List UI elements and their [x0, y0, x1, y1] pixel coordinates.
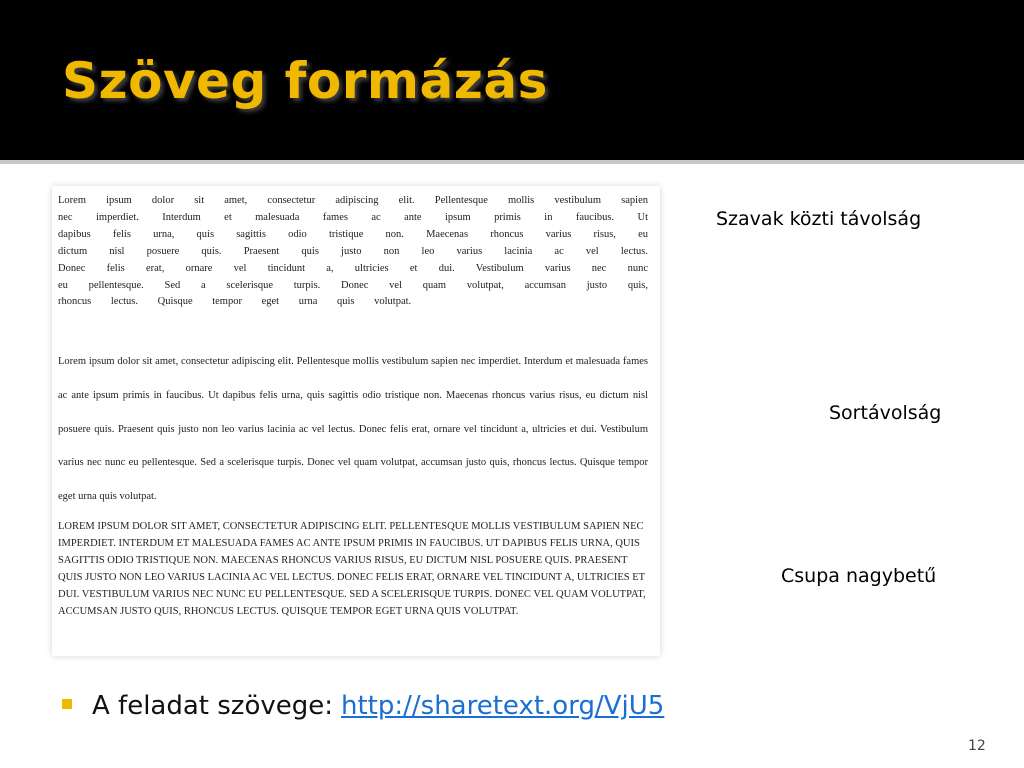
- uppercase-paragraph: LOREM IPSUM DOLOR SIT AMET, CONSECTETUR ADIPISCING ELIT. PELLENTESQUE MOLLIS VESTIBULUM SAPIEN NEC IMPERDIET. INTERDUM ET MALESUADA FAMES AC ANTE IPSUM PRIMIS IN FAUCIBUS. UT DAPIBUS FELIS URNA, QUIS SAGITTIS ODIO TRISTIQUE NON. MAECENAS RHONCUS VARIUS RISUS, EU DICTUM NISL POSUERE QUIS. PRAESENT QUIS JUSTO NON LEO VARIUS LACINIA AC VEL LECTUS. DONEC FELIS ERAT, ORNARE VEL TINCIDUNT A, ULTRICIES ET DUI. VESTIBULUM VARIUS NEC NUNC EU PELLENTESQUE. SED A SCELERISQUE TURPIS. DONEC VEL QUAM VOLUTPAT, ACCUMSAN JUSTO QUIS, RHONCUS LECTUS. QUISQUE TEMPOR EGET URNA QUIS VOLUTPAT.: [58, 521, 646, 617]
- slide-title: Szöveg formázás: [62, 52, 548, 110]
- task-text: A feladat szövege:: [92, 691, 333, 721]
- line-spacing-label: Sortávolság: [829, 402, 942, 424]
- page-number: 12: [968, 738, 986, 754]
- task-bullet: [62, 688, 664, 724]
- task-link[interactable]: http://sharetext.org/VjU5: [341, 691, 665, 721]
- uppercase-label: Csupa nagybetű: [781, 565, 937, 587]
- formatting-sample-image: [52, 186, 660, 656]
- line-spacing-paragraph: Lorem ipsum dolor sit amet, consectetur adipiscing elit. Pellentesque mollis vestibulum sapien nec imperdiet. Interdum et malesuada fames ac ante ipsum primis in faucibus. Ut dapibus felis urna, quis sagittis odio tristique non. Maecenas rhoncus varius risus, eu dictum nisl posuere quis. Praesent quis justo non leo varius lacinia ac vel lectus. Donec felis erat, ornare vel tincidunt a, ultricies et dui. Vestibulum varius nec nunc eu pellentesque. Sed a scelerisque turpis. Donec vel quam volutpat, accumsan justo quis, rhoncus lectus. Quisque tempor eget urna quis volutpat.: [58, 356, 648, 503]
- title-divider: [0, 160, 1024, 164]
- word-spacing-paragraph: Lorem ipsum dolor sit amet, consectetur adipiscing elit. Pellentesque mollis vestibulum sapien nec imperdiet. Interdum et malesuada fames ac ante ipsum primis in faucibus. Ut dapibus felis urna, quis sagittis odio tristique non. Maecenas rhoncus varius risus, eu dictum nisl posuere quis. Praesent quis justo non leo varius lacinia ac vel lectus. Donec felis erat, ornare vel tincidunt a, ultricies et dui. Vestibulum varius nec nunc eu pellentesque. Sed a scelerisque turpis. Donec vel quam volutpat, accumsan justo quis, rhoncus lectus. Quisque tempor eget urna quis volutpat.: [58, 195, 648, 308]
- word-spacing-label: Szavak közti távolság: [716, 208, 922, 230]
- bullet-square-icon: [62, 699, 72, 709]
